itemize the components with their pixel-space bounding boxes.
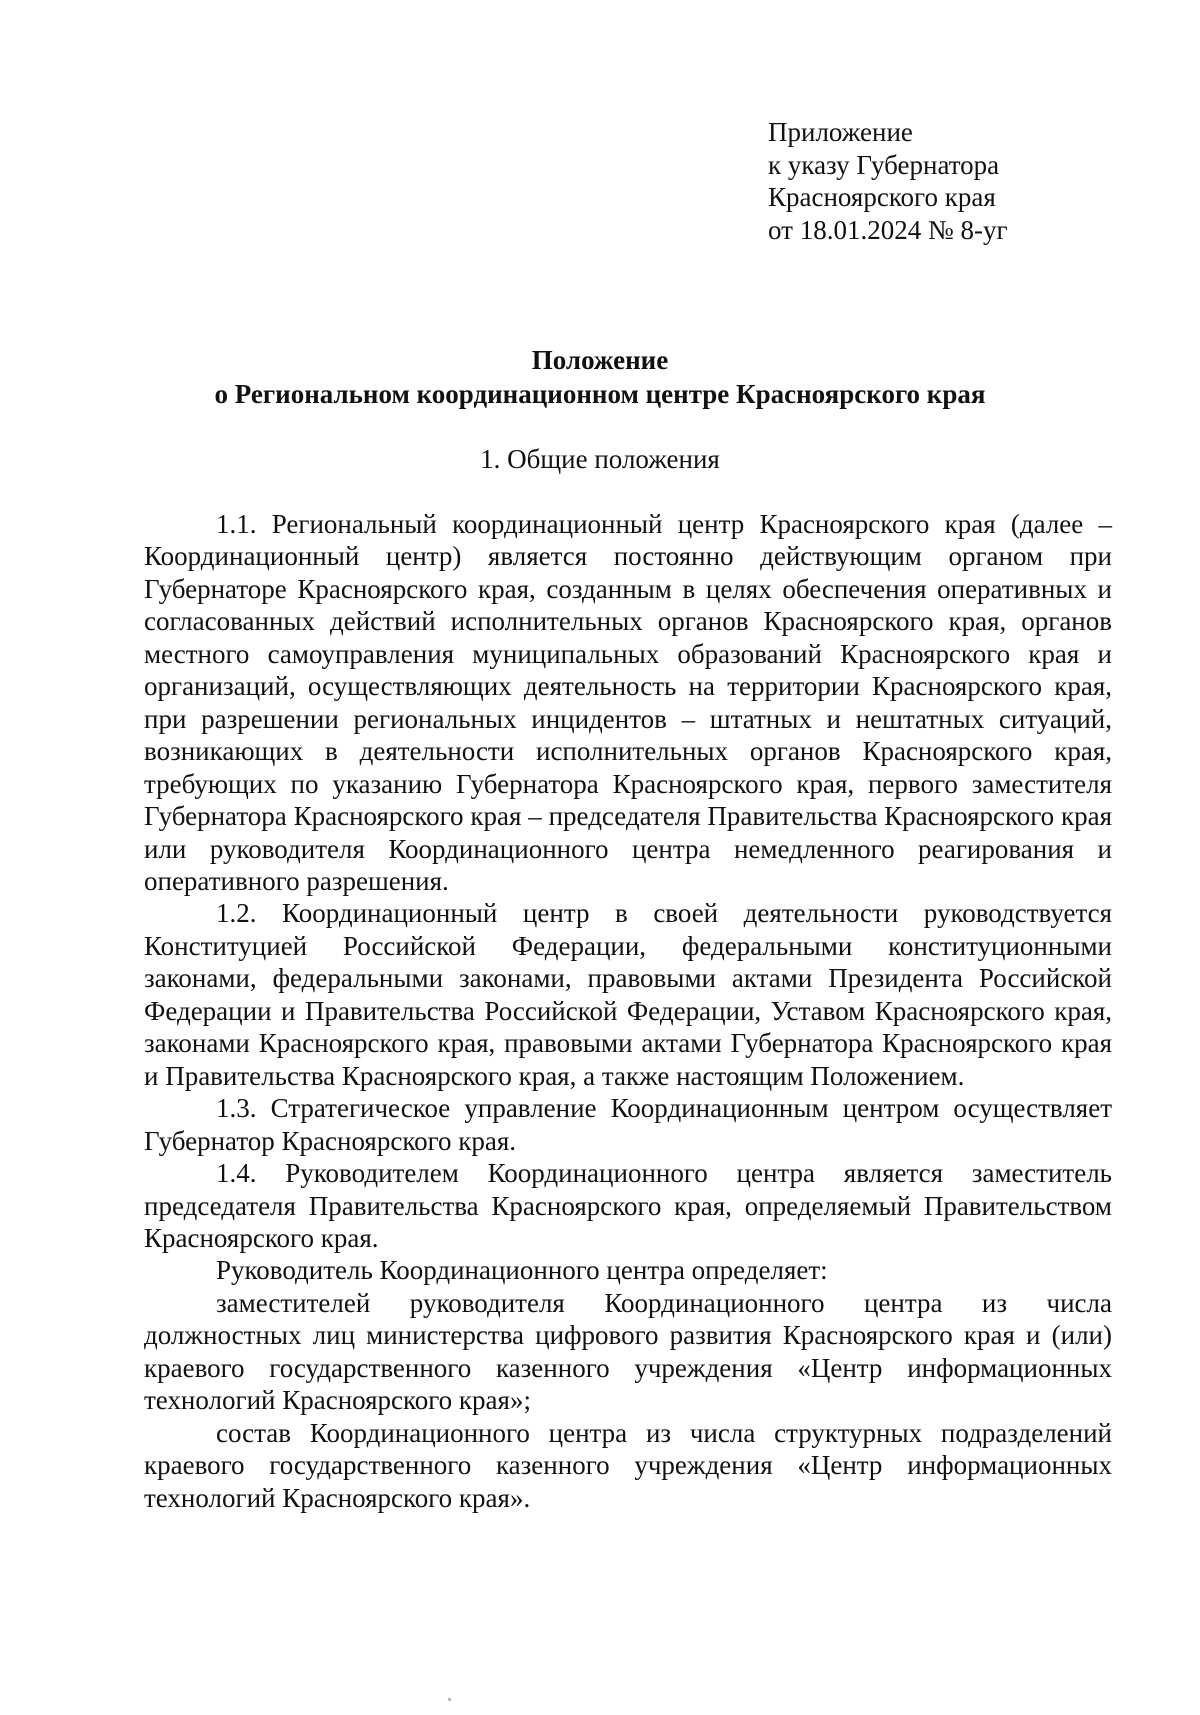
appendix-block	[768, 116, 1008, 246]
scan-speck	[448, 1698, 451, 1701]
title-subline: о Региональном координационном центре Красноярского края	[214, 379, 986, 409]
paragraph-1-3: 1.3. Стратегическое управление Координационным центром осуществляет Губернатор Красноярского края.	[144, 1093, 1112, 1156]
paragraph-1-2: 1.2. Координационный центр в своей деятельности руководствуется Конституцией Российской Федерации, федеральными конституционными законами, федеральными законами, правовыми актами Президента Российской Федерации и Правительства Российской Федерации, Уставом Красноярского края, законами Красноярского края, правовыми актами Губернатора Красноярского края и Правительства Красноярского края, а также настоящим Положением.	[144, 898, 1112, 1091]
document-title	[0, 343, 1200, 411]
section-heading: 1. Общие положения	[480, 444, 720, 474]
paragraph-head-defines: Руководитель Координационного центра определяет:	[216, 1255, 828, 1286]
appendix-line: к указу Губернатора	[768, 149, 1000, 180]
paragraph-deputies: заместителей руководителя Координационного центра из числа должностных лиц министерства цифрового развития Красноярского края и (или) краевого государственного казенного учреждения «Центр информационных технологий Красноярского края»;	[144, 1287, 1112, 1416]
paragraph-1-1: 1.1. Региональный координационный центр Красноярского края (далее – Координационный центр) является постоянно действующим органом при Губернаторе Красноярского края, созданным в целях обеспечения оперативных и согласованных действий исполнительных органов Красноярского края, органов местного самоуправления муниципальных образований Красноярского края и организаций, осуществляющих деятельность на территории Красноярского края, при разрешении региональных инцидентов – штатных и нештатных ситуаций, возникающих в деятельности исполнительных органов Красноярского края, требующих по указанию Губернатора Красноярского края, первого заместителя Губернатора Красноярского края – председателя Правительства Красноярского края или руководителя Координационного центра немедленного реагирования и оперативного разрешения.	[144, 509, 1112, 896]
appendix-line: Приложение	[768, 117, 913, 147]
paragraph-composition: состав Координационного центра из числа структурных подразделений краевого государственного казенного учреждения «Центр информационных технологий Красноярского края».	[144, 1417, 1112, 1513]
document-body	[144, 508, 1112, 1514]
paragraph-1-4: 1.4. Руководителем Координационного центра является заместитель председателя Правительства Красноярского края, определяемый Правительством Красноярского края.	[144, 1158, 1112, 1253]
title-line: Положение	[531, 345, 669, 375]
appendix-date-number: от 18.01.2024 № 8-уг	[768, 214, 1008, 245]
appendix-line: Красноярского края	[768, 182, 996, 212]
